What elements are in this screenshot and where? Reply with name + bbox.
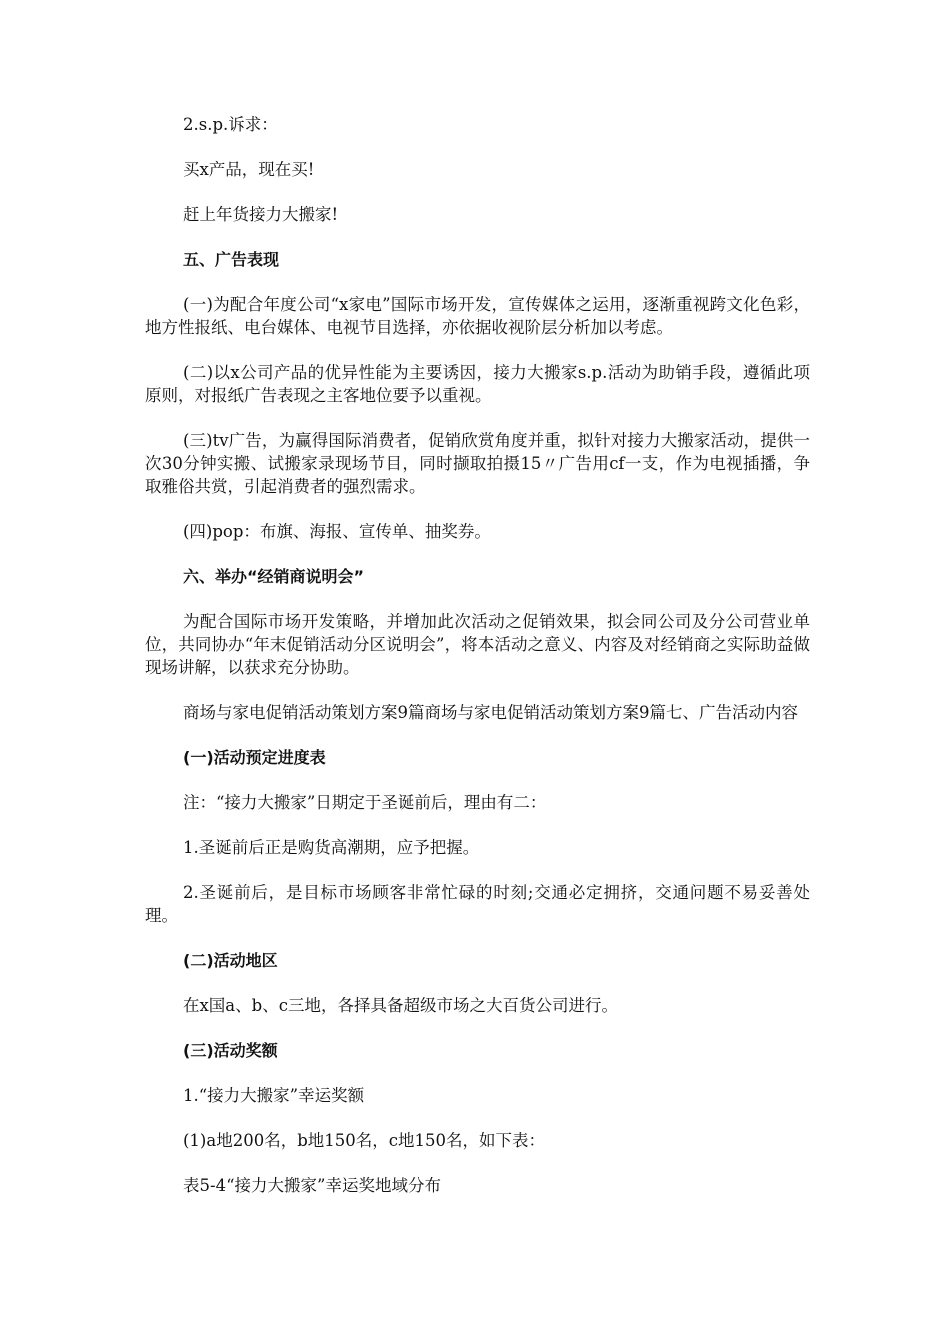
sp-appeal-heading: 2.s.p.诉求： bbox=[183, 115, 278, 134]
document-body bbox=[145, 113, 810, 1219]
ad-paragraph-4: (四)pop：布旗、海报、宣传单、抽奖券。 bbox=[183, 522, 491, 541]
prize-subheading: 1.“接力大搬家”幸运奖额 bbox=[183, 1086, 365, 1105]
sp-appeal-line-2: 赶上年货接力大搬家! bbox=[183, 205, 339, 224]
schedule-heading: (一)活动预定进度表 bbox=[183, 748, 326, 767]
section-6-heading: 六、举办“经销商说明会” bbox=[183, 567, 365, 586]
sp-appeal-line-1: 买x产品，现在买! bbox=[183, 160, 315, 179]
schedule-note: 注：“接力大搬家”日期定于圣诞前后，理由有二： bbox=[183, 793, 547, 812]
ad-paragraph-2: (二)以x公司产品的优异性能为主要诱因，接力大搬家s.p.活动为助销手段，遵循此项原则，对报纸广告表现之主客地位要予以重视。 bbox=[145, 363, 810, 405]
schedule-reason-1: 1.圣诞前后正是购货高潮期，应予把握。 bbox=[183, 838, 480, 857]
region-paragraph: 在x国a、b、c三地，各择具备超级市场之大百货公司进行。 bbox=[183, 996, 618, 1015]
ad-paragraph-1: (一)为配合年度公司“x家电”国际市场开发，宣传媒体之运用，逐渐重视跨文化色彩，地方性报纸、电台媒体、电视节目选择，亦依据收视阶层分析加以考虑。 bbox=[145, 295, 810, 337]
table-caption: 表5-4“接力大搬家”幸运奖地域分布 bbox=[183, 1176, 441, 1195]
prize-heading: (三)活动奖额 bbox=[183, 1041, 278, 1060]
section-5-heading: 五、广告表现 bbox=[183, 250, 280, 269]
schedule-reason-2: 2.圣诞前后，是目标市场顾客非常忙碌的时刻;交通必定拥挤，交通问题不易妥善处理。 bbox=[145, 883, 810, 925]
section-7-title-paragraph: 商场与家电促销活动策划方案9篇商场与家电促销活动策划方案9篇七、广告活动内容 bbox=[183, 703, 798, 722]
dealer-meeting-paragraph: 为配合国际市场开发策略，并增加此次活动之促销效果，拟会同公司及分公司营业单位，共同协办“年末促销活动分区说明会”，将本活动之意义、内容及对经销商之实际助益做现场讲解，以获求充分协助。 bbox=[145, 612, 810, 677]
prize-distribution: (1)a地200名，b地150名，c地150名，如下表： bbox=[183, 1131, 545, 1150]
ad-paragraph-3: (三)tv广告，为赢得国际消费者，促销欣赏角度并重，拟针对接力大搬家活动，提供一次30分钟实搬、试搬家录现场节目，同时撷取拍摄15〃广告用cf一支，作为电视插播，争取雅俗共赏，引起消费者的强烈需求。 bbox=[145, 431, 810, 496]
region-heading: (二)活动地区 bbox=[183, 951, 278, 970]
